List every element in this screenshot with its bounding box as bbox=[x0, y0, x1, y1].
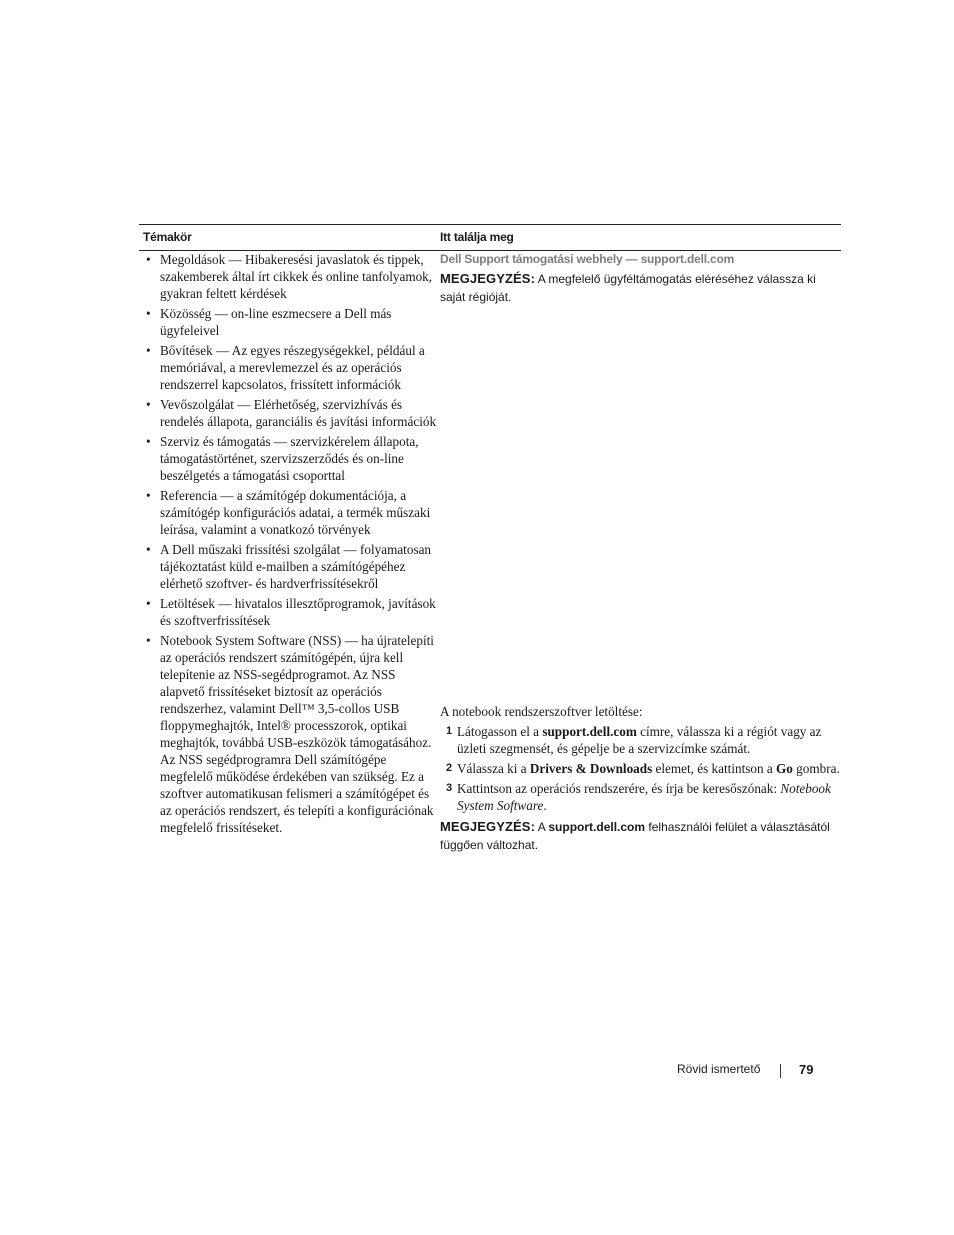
list-item bbox=[145, 595, 437, 629]
column-header-topic: Témakör bbox=[143, 230, 192, 244]
bullet-icon: • bbox=[146, 343, 151, 358]
topic-text: Referencia — a számítógép dokumentációja, a számítógép konfigurációs adatai, a termék műszaki leírása, valamint a vonatkozó törvények bbox=[160, 488, 431, 537]
step-text: gombra. bbox=[792, 761, 840, 776]
bullet-icon: • bbox=[146, 488, 151, 503]
step-text: Kattintson az operációs rendszerére, és írja be keresőszónak: bbox=[457, 781, 781, 796]
topic-text: Közösség — on-line eszmecsere a Dell más ügyfeleivel bbox=[160, 306, 392, 338]
step-item bbox=[440, 760, 842, 777]
bullet-icon: • bbox=[146, 596, 151, 611]
step-text: címre, válassza ki a régiót vagy az üzleti szegmensét, és gépelje be a szervizcímke számát. bbox=[457, 724, 822, 756]
search-term: Notebook System Software bbox=[457, 781, 831, 813]
drivers-downloads-label: Drivers & Downloads bbox=[529, 761, 653, 776]
column-header-where: Itt találja meg bbox=[440, 230, 514, 244]
note-label: MEGJEGYZÉS: bbox=[440, 271, 536, 286]
topic-text: Megoldások — Hibakeresési javaslatok és tippek, szakemberek által írt cikkek és online tanfolyamok, gyakran feltett kérdések bbox=[160, 252, 433, 301]
step-number: 3 bbox=[446, 782, 453, 794]
bullet-icon: • bbox=[146, 397, 151, 412]
topic-text: Szerviz és támogatás — szervizkérelem állapota, támogatástörténet, szervizszerződés és on-line beszélgetés a támogatási csoporttal bbox=[160, 434, 419, 483]
list-item bbox=[145, 433, 437, 484]
topic-text: Letöltések — hivatalos illesztőprogramok, javítások és szoftverfrissítések bbox=[160, 596, 436, 628]
bullet-icon: • bbox=[146, 252, 151, 267]
list-item bbox=[145, 251, 437, 302]
note-label: MEGJEGYZÉS: bbox=[440, 819, 536, 834]
step-item bbox=[440, 723, 842, 757]
step-text: Válassza ki a bbox=[457, 761, 530, 776]
topic-text: A Dell műszaki frissítési szolgálat — folyamatosan tájékoztatást küld e-mailben a számítógépéhez elérhető szoftver- és hardverfrissítésekről bbox=[160, 542, 432, 591]
step-text: elemet, és kattintson a bbox=[652, 761, 777, 776]
bullet-icon: • bbox=[146, 633, 151, 648]
note-text: A bbox=[537, 820, 549, 834]
go-label: Go bbox=[776, 761, 793, 776]
footer-divider bbox=[780, 1064, 781, 1078]
support-info bbox=[440, 252, 842, 306]
list-item bbox=[145, 305, 437, 339]
topic-text: Bővítések — Az egyes részegységekkel, például a memóriával, a merevlemezzel és az operációs rendszerrel kapcsolatos, frissített információk bbox=[160, 343, 425, 392]
download-intro: A notebook rendszerszoftver letöltése: bbox=[440, 704, 643, 719]
bullet-icon: • bbox=[146, 542, 151, 557]
page-number: 79 bbox=[799, 1062, 814, 1077]
footer-title: Rövid ismertető bbox=[677, 1062, 761, 1076]
topics-list bbox=[145, 251, 437, 836]
download-steps bbox=[440, 723, 842, 814]
list-item bbox=[145, 396, 437, 430]
list-item bbox=[145, 632, 437, 836]
list-item bbox=[145, 342, 437, 393]
bullet-icon: • bbox=[146, 434, 151, 449]
support-link: support.dell.com bbox=[542, 724, 637, 739]
step-number: 1 bbox=[446, 725, 453, 737]
note-region bbox=[440, 270, 842, 306]
note-ui bbox=[440, 818, 842, 854]
step-item bbox=[440, 780, 842, 814]
topic-text: Notebook System Software (NSS) — ha újratelepíti az operációs rendszert számítógépén, újra kell telepítenie az NSS-segédprogramot. Az NSS alapvető frissítéseket biztosít az operációs rendszerhez, valamint Dell™ 3,5-collos USB floppymeghajtók, Intel® processzorok, optikai meghajtók, továbbá USB-eszközök támogatásához. Az NSS segédprogramra Dell számítógépe megfelelő működése érdekében van szükség. Ez a szoftver automatikusan felismeri a számítógépet és az operációs rendszert, és telepíti a konfigurációnak megfelelő frissítéseket. bbox=[160, 633, 434, 835]
topics-column bbox=[145, 251, 437, 839]
topic-text: Vevőszolgálat — Elérhetőség, szervizhívás és rendelés állapota, garanciális és javítási információk bbox=[160, 397, 437, 429]
step-text: Látogasson el a bbox=[457, 724, 543, 739]
support-link: support.dell.com bbox=[548, 820, 646, 834]
bullet-icon: • bbox=[146, 306, 151, 321]
step-number: 2 bbox=[446, 762, 453, 774]
support-heading: Dell Support támogatási webhely — support.dell.com bbox=[440, 252, 735, 266]
nss-download-info bbox=[440, 703, 842, 854]
list-item bbox=[145, 487, 437, 538]
step-text: . bbox=[543, 798, 547, 813]
list-item bbox=[145, 541, 437, 592]
note-text: felhasználói felület a választásától függően változhat. bbox=[440, 820, 830, 852]
table-header-row bbox=[139, 224, 841, 251]
note-text: A megfelelő ügyféltámogatás eléréséhez válassza ki saját régióját. bbox=[440, 272, 816, 304]
